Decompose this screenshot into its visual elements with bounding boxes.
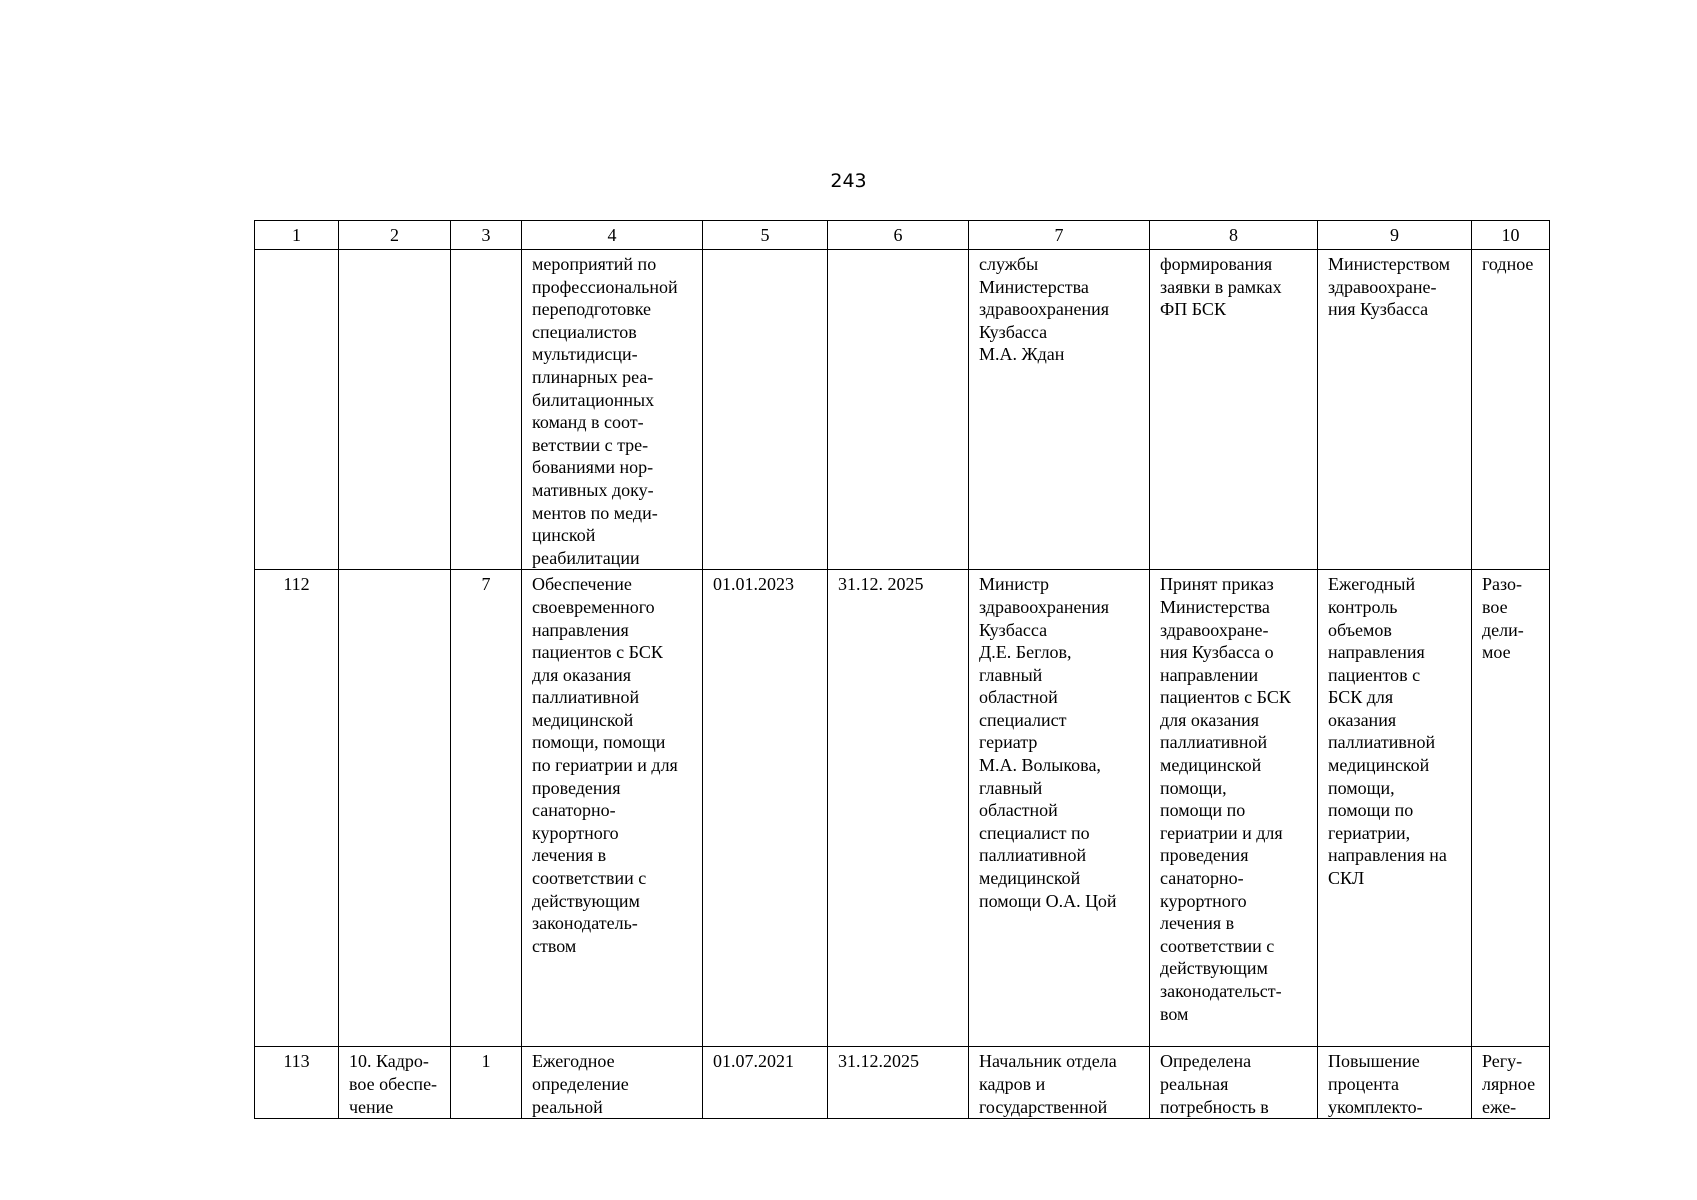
col-header: 1 (255, 221, 339, 250)
table-cell: годное (1472, 250, 1550, 570)
table-cell (339, 250, 451, 570)
table-cell: 7 (451, 570, 522, 1047)
table-cell (339, 570, 451, 1047)
page-number: 243 (830, 170, 867, 192)
table-cell: Министерством здравоохране- ния Кузбасса (1318, 250, 1472, 570)
table-cell (451, 250, 522, 570)
table-row (255, 570, 1550, 1047)
table-cell: службы Министерства здравоохранения Кузбасса М.А. Ждан (969, 250, 1150, 570)
column-number-header-row (255, 221, 1550, 250)
table-cell: Начальник отдела кадров и государственной (969, 1047, 1150, 1119)
col-header: 7 (969, 221, 1150, 250)
table-cell: 10. Кадро- вое обеспе- чение (339, 1047, 451, 1119)
table-cell (703, 250, 828, 570)
col-header: 2 (339, 221, 451, 250)
table-cell: 1 (451, 1047, 522, 1119)
col-header: 10 (1472, 221, 1550, 250)
table-cell: Повышение процента укомплекто- (1318, 1047, 1472, 1119)
table-row (255, 250, 1550, 570)
table-cell: формирования заявки в рамках ФП БСК (1150, 250, 1318, 570)
table-row (255, 1047, 1550, 1119)
table-cell: Регу- лярное еже- (1472, 1047, 1550, 1119)
table-cell: 31.12. 2025 (828, 570, 969, 1047)
table-cell (255, 250, 339, 570)
col-header: 4 (522, 221, 703, 250)
table-cell: 01.01.2023 (703, 570, 828, 1047)
table-cell: Разо- вое дели- мое (1472, 570, 1550, 1047)
col-header: 5 (703, 221, 828, 250)
col-header: 6 (828, 221, 969, 250)
table-cell: Принят приказ Министерства здравоохране- ния Кузбасса о направлении пациентов с БСК для оказания паллиативной медицинской помощи, помощи по гериатрии и для проведения санаторно- курортного лечения в соответствии с действующим законодательст- вом (1150, 570, 1318, 1047)
table-cell: Ежегодное определение реальной (522, 1047, 703, 1119)
table-cell (828, 250, 969, 570)
col-header: 9 (1318, 221, 1472, 250)
plan-table (254, 220, 1550, 1119)
table-cell: мероприятий по профессиональной переподготовке специалистов мультидисци- плинарных реа- билитационных команд в соот- ветствии с тре- бованиями нор- мативных доку- ментов по меди- цинской реабилитации (522, 250, 703, 570)
table-cell: Министр здравоохранения Кузбасса Д.Е. Беглов, главный областной специалист гериатр М.А. Волыкова, главный областной специалист по паллиативной медицинской помощи О.А. Цой (969, 570, 1150, 1047)
col-header: 3 (451, 221, 522, 250)
table-cell: Обеспечение своевременного направления пациентов с БСК для оказания паллиативной медицинской помощи, помощи по гериатрии и для проведения санаторно- курортного лечения в соответствии с действующим законодатель- ством (522, 570, 703, 1047)
table-cell: Определена реальная потребность в (1150, 1047, 1318, 1119)
table-cell: 01.07.2021 (703, 1047, 828, 1119)
table-cell: 112 (255, 570, 339, 1047)
table-cell: 113 (255, 1047, 339, 1119)
table-cell: Ежегодный контроль объемов направления пациентов с БСК для оказания паллиативной медицинской помощи, помощи по гериатрии, направления на СКЛ (1318, 570, 1472, 1047)
col-header: 8 (1150, 221, 1318, 250)
table-cell: 31.12.2025 (828, 1047, 969, 1119)
